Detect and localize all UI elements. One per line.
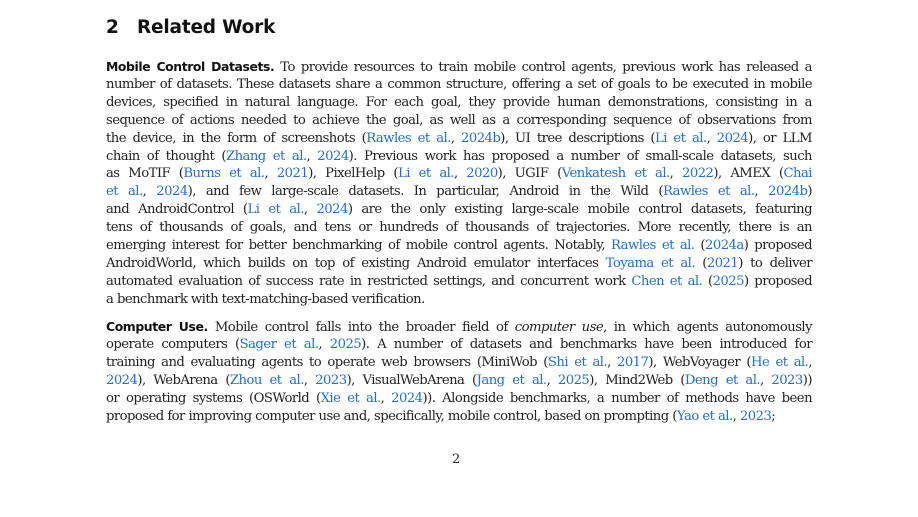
- body-text-run: ,: [732, 408, 740, 424]
- citation-link[interactable]: 2024: [317, 148, 349, 164]
- body-text-run: To provide resources to train mobile control agents, previous work has released a: [274, 60, 812, 75]
- body-text-run: )). Alongside benchmarks, a number of methods have been: [422, 390, 813, 406]
- body-text-run: sequence of actions needed to achieve the goal, as well as a corresponding sequence of observations from: [106, 112, 812, 128]
- body-text-run: , in which agents autonomously: [603, 320, 812, 335]
- citation-link[interactable]: 2024: [156, 184, 188, 200]
- text-line: [106, 58, 812, 76]
- citation-link[interactable]: 2024: [106, 372, 138, 388]
- body-text-run: ;: [771, 408, 776, 424]
- body-text-run: ), VisualWebArena (: [346, 372, 477, 388]
- body-text-run: the device, in the form of screenshots (: [106, 130, 367, 146]
- body-text-run: ,: [303, 372, 316, 388]
- text-line: [106, 255, 812, 273]
- text-line: [106, 336, 812, 354]
- citation-link[interactable]: 2024: [391, 390, 423, 406]
- body-text-run: ). Previous work has proposed a number of small-scale datasets, such: [348, 148, 812, 164]
- body-text-run: ), AMEX (: [713, 166, 784, 182]
- body-text-run: ,: [303, 202, 317, 218]
- citation-link[interactable]: 2025: [712, 273, 744, 289]
- text-line: [106, 219, 812, 237]
- body-text-run: as MoTIF (: [106, 166, 184, 182]
- citation-link[interactable]: Jang et al.: [476, 372, 547, 388]
- body-text-run: ) are the only existing large-scale mobile control datasets, featuring: [347, 202, 812, 218]
- citation-link[interactable]: 2024b: [768, 184, 808, 200]
- citation-link[interactable]: Zhou et al.: [229, 372, 304, 388]
- body-text-run: ), WebArena (: [137, 372, 230, 388]
- body-text-run: ,: [264, 166, 277, 182]
- body-text-run: tens of thousands of goals, and tens or hundreds of thousands of trajectories. More recently, there is an: [106, 220, 812, 236]
- body-text-run: ), and few large-scale datasets. In particular, Android in the Wild (: [187, 184, 663, 200]
- body-text-run: ). A number of datasets and benchmarks have been introduced for: [361, 336, 812, 352]
- text-line: [106, 130, 812, 148]
- body-text-run: emerging interest for better benchmarking of mobile control agents. Notably,: [106, 238, 611, 253]
- body-text-run: ,: [754, 184, 769, 200]
- body-text-run: ,: [306, 148, 318, 164]
- citation-link[interactable]: 2022: [682, 166, 714, 182]
- citation-link[interactable]: Toyama et al.: [605, 255, 695, 271]
- body-text-run: and AndroidControl (: [106, 202, 248, 218]
- body-text-run: ,: [318, 336, 330, 352]
- body-text-run: or operating systems (OSWorld (: [106, 390, 321, 406]
- section-heading: [106, 17, 275, 38]
- body-text-run: ,: [380, 390, 392, 406]
- citation-link[interactable]: Sager et al.: [239, 336, 319, 352]
- citation-link[interactable]: 2024b: [461, 130, 501, 146]
- text-line: [106, 390, 812, 408]
- body-text-run: chain of thought (: [106, 148, 226, 164]
- section-number: 2: [106, 17, 119, 38]
- citation-link[interactable]: Li et al.: [654, 130, 707, 146]
- citation-link[interactable]: 2023: [315, 372, 347, 388]
- body-text-run: AndroidWorld, which builds on top of existing Android emulator interfaces: [106, 255, 606, 271]
- text-line: [106, 372, 812, 390]
- body-text-run: ,: [453, 166, 467, 182]
- citation-link[interactable]: Chai: [783, 166, 812, 182]
- citation-link[interactable]: 2020: [466, 166, 498, 182]
- body-text-run: (: [694, 238, 706, 253]
- citation-link[interactable]: 2021: [276, 166, 309, 182]
- body-text-run: ,: [450, 130, 462, 146]
- body-text-run: ), WebVoyager (: [648, 354, 752, 370]
- text-line: [106, 273, 812, 291]
- text-line: [106, 237, 812, 255]
- body-text-run: ,: [808, 354, 812, 370]
- citation-link[interactable]: He et al.: [751, 354, 809, 370]
- citation-link[interactable]: Venkatesh et al.: [561, 166, 670, 182]
- body-text-run: training and evaluating agents to operate web browsers (MiniWob (: [106, 354, 548, 370]
- citation-link[interactable]: 2024: [716, 130, 749, 146]
- text-line: [106, 112, 812, 130]
- body-text-run: ,: [546, 372, 558, 388]
- emphasis-text: computer use: [514, 320, 604, 335]
- citation-link[interactable]: 2025: [329, 336, 362, 352]
- text-line: [106, 76, 812, 94]
- text-line: [106, 318, 812, 336]
- citation-link[interactable]: 2021: [706, 255, 739, 271]
- body-text-run: ), UI tree descriptions (: [500, 130, 655, 146]
- citation-link[interactable]: Rawles et al.: [366, 130, 451, 146]
- citation-link[interactable]: Rawles et al.: [662, 184, 755, 200]
- text-line: [106, 354, 812, 372]
- section-title: Related Work: [137, 17, 276, 38]
- text-line: [106, 148, 812, 166]
- body-text-run: ) to deliver: [738, 255, 812, 271]
- body-text-run: ,: [607, 354, 617, 370]
- body-text-run: ): [807, 184, 812, 200]
- body-text-run: operate computers (: [106, 336, 240, 352]
- body-text-run: ,: [669, 166, 683, 182]
- body-text-run: (: [694, 255, 707, 271]
- body-text-run: ,: [142, 184, 157, 200]
- citation-link[interactable]: 2024: [316, 202, 348, 218]
- body-text-run: (: [702, 273, 713, 289]
- text-line: [106, 408, 812, 426]
- citation-link[interactable]: 2017: [616, 354, 649, 370]
- body-text-run: ,: [706, 130, 717, 146]
- citation-link[interactable]: Xie et al.: [320, 390, 381, 406]
- text-line: [106, 165, 812, 183]
- body-text-run: devices, specified in natural language. For each goal, they provide human demonstrations, consisting in a: [106, 94, 812, 110]
- citation-link[interactable]: Li et al.: [247, 202, 304, 218]
- citation-link[interactable]: Rawles et al.: [611, 238, 695, 253]
- body-text-run: number of datasets. These datasets share a common structure, offering a set of goals to be executed in mobile: [106, 76, 812, 92]
- body-text-run: ), or LLM: [748, 130, 812, 146]
- text-line: [106, 183, 812, 201]
- body-text-run: Mobile control falls into the broader field of: [207, 320, 515, 335]
- body-text-run: ) proposed: [743, 273, 812, 289]
- citation-link[interactable]: et al.: [106, 184, 143, 200]
- text-line: [106, 291, 812, 309]
- citation-link[interactable]: Li et al.: [398, 166, 454, 182]
- body-text-run: )): [802, 372, 812, 388]
- citation-link[interactable]: 2023: [771, 372, 803, 388]
- body-text-run: ,: [760, 372, 772, 388]
- citation-link[interactable]: 2025: [557, 372, 590, 388]
- body-text-run: proposed for improving computer use and, specifically, mobile control, based on prompting (: [106, 408, 677, 424]
- citation-link[interactable]: 2024a: [705, 238, 744, 253]
- body-text-run: ), UGIF (: [497, 166, 562, 182]
- body-text-run: ) proposed: [743, 238, 812, 253]
- citation-link[interactable]: 2023: [739, 408, 772, 424]
- page-number: 2: [452, 452, 461, 467]
- text-line: [106, 201, 812, 219]
- citation-link[interactable]: Zhang et al.: [225, 148, 307, 164]
- body-text-run: ), Mind2Web (: [589, 372, 685, 388]
- body-text-run: automated evaluation of success rate in restricted settings, and concurrent work: [106, 273, 632, 289]
- citation-link[interactable]: Chen et al.: [631, 273, 703, 289]
- paragraph-heading: Computer Use.: [106, 319, 208, 334]
- citation-link[interactable]: Deng et al.: [684, 372, 761, 388]
- body-text-run: ), PixelHelp (: [308, 166, 399, 182]
- body-text-run: a benchmark with text-matching-based verification.: [106, 291, 425, 307]
- citation-link[interactable]: Shi et al.: [547, 354, 608, 370]
- text-line: [106, 94, 812, 112]
- citation-link[interactable]: Burns et al.: [183, 166, 265, 182]
- citation-link[interactable]: Yao et al.: [676, 408, 733, 424]
- paragraph-heading: Mobile Control Datasets.: [106, 59, 275, 74]
